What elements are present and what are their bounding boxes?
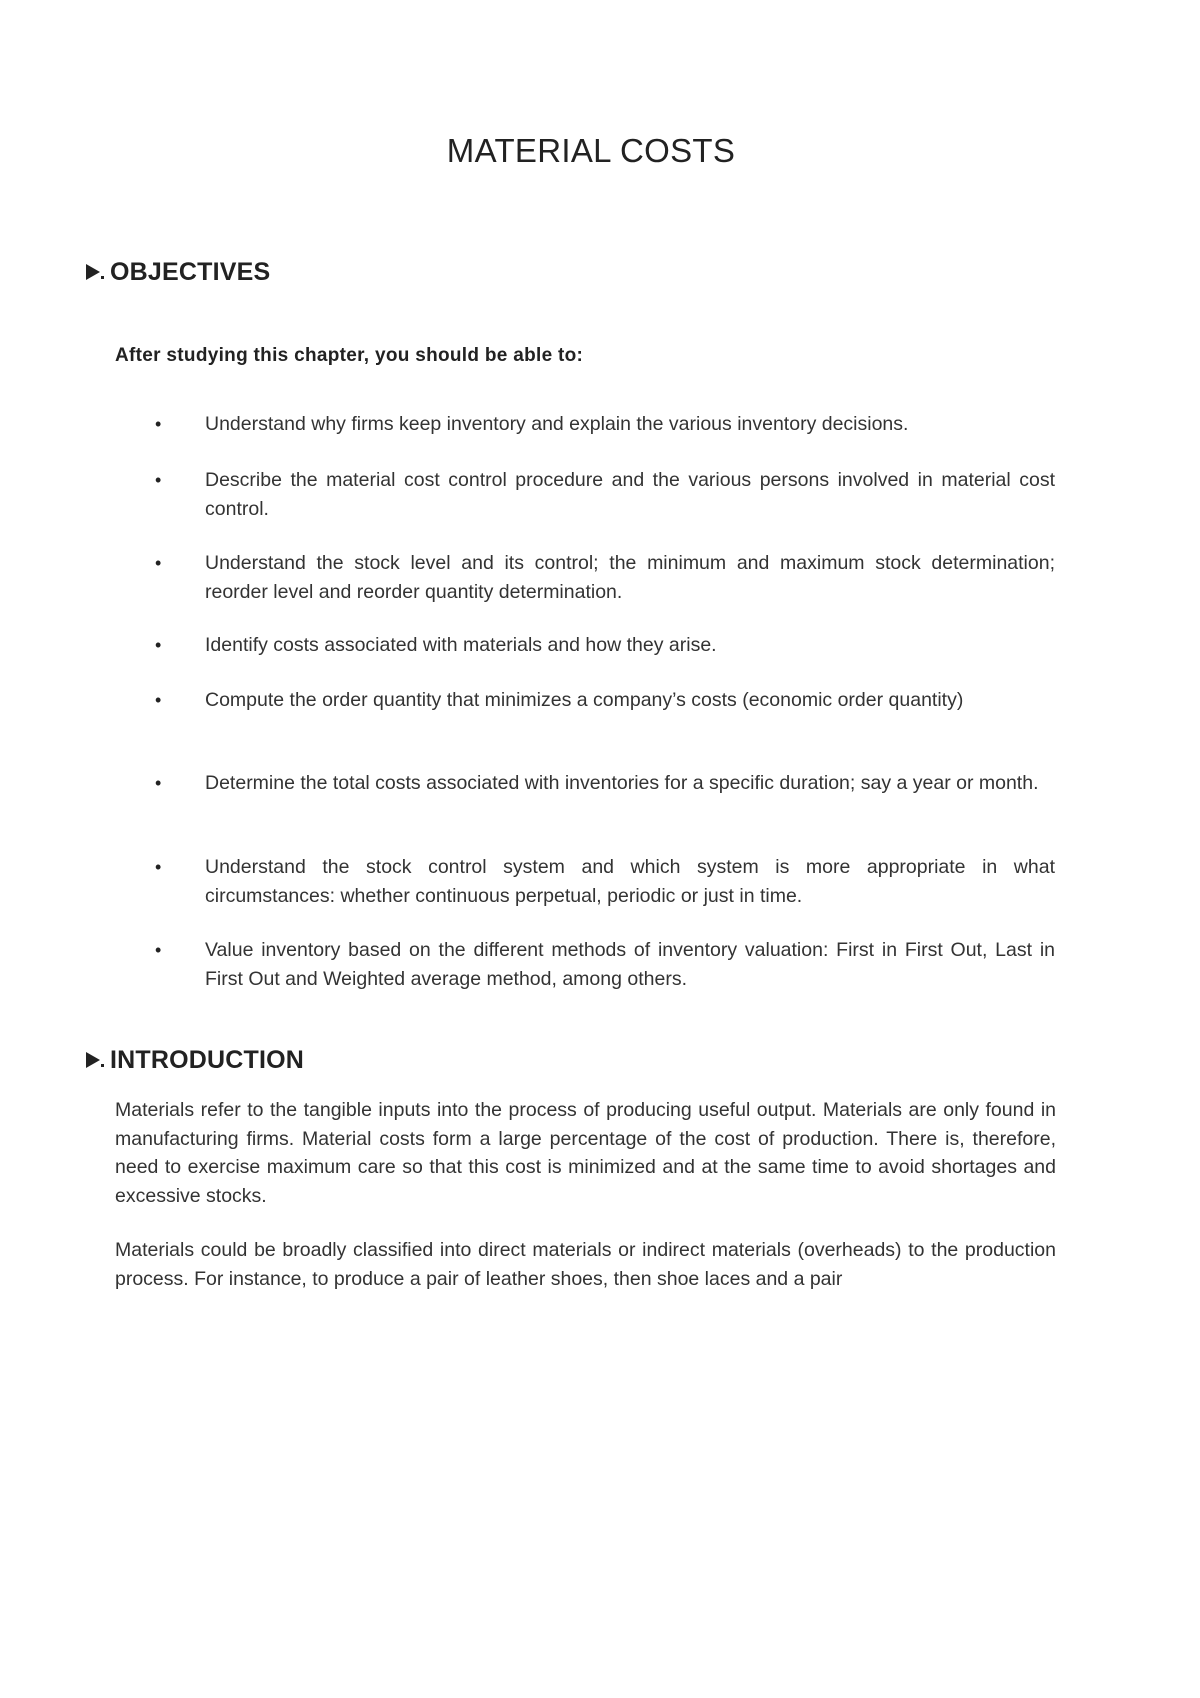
- bullet-icon: •: [155, 773, 162, 793]
- list-item-text: Describe the material cost control procedure and the various persons involved in material cost control.: [205, 469, 1055, 520]
- bullet-icon: •: [155, 553, 162, 573]
- intro-paragraph: Materials could be broadly classified into direct materials or indirect materials (overheads) to the production process. For instance, to produce a pair of leather shoes, then shoe laces and a pair: [115, 1239, 1056, 1290]
- section-heading-introduction: [84, 1046, 304, 1075]
- list-item-text: Understand the stock level and its control; the minimum and maximum stock determination; reorder level and reorder quantity determination.: [205, 552, 1055, 603]
- list-item-text: Understand the stock control system and which system is more appropriate in what circumstances: whether continuous perpetual, periodic or just in time.: [205, 856, 1055, 907]
- list-item: [155, 410, 1055, 439]
- intro-paragraph: Materials refer to the tangible inputs into the process of producing useful output. Materials are only found in manufacturing firms. Material costs form a large percentage of the cost of production. There is, therefore, need to exercise maximum care so that this cost is minimized and at the same time to avoid shortages and excessive stocks.: [115, 1099, 1056, 1207]
- bullet-icon: •: [155, 414, 162, 434]
- page-title: MATERIAL COSTS: [446, 132, 736, 169]
- triangle-right-icon: [84, 262, 106, 284]
- list-item-text: Compute the order quantity that minimizes a company’s costs (economic order quantity): [205, 689, 964, 711]
- list-item-text: Identify costs associated with materials and how they arise.: [205, 634, 717, 656]
- bullet-icon: •: [155, 690, 162, 710]
- section-heading-objectives: [84, 258, 270, 287]
- triangle-right-icon: [84, 1050, 106, 1072]
- list-item-text: Determine the total costs associated with inventories for a specific duration; say a year or month.: [205, 772, 1039, 794]
- bullet-icon: •: [155, 940, 162, 960]
- list-item: [155, 853, 1055, 910]
- list-item: [155, 631, 1055, 660]
- list-item: [155, 549, 1055, 606]
- list-item: [155, 466, 1055, 523]
- list-item-text: Value inventory based on the different methods of inventory valuation: First in First Out, Last in First Out and Weighted average method, among others.: [205, 939, 1055, 990]
- bullet-icon: •: [155, 635, 162, 655]
- list-item: [155, 686, 1055, 715]
- section-heading-text: INTRODUCTION: [110, 1046, 305, 1074]
- list-item-text: Understand why firms keep inventory and explain the various inventory decisions.: [205, 413, 909, 435]
- objectives-lead: After studying this chapter, you should be able to:: [115, 345, 584, 366]
- bullet-icon: •: [155, 470, 162, 490]
- bullet-icon: •: [155, 857, 162, 877]
- list-item: [155, 936, 1055, 993]
- list-item: [155, 769, 1055, 798]
- section-heading-text: OBJECTIVES: [110, 258, 271, 286]
